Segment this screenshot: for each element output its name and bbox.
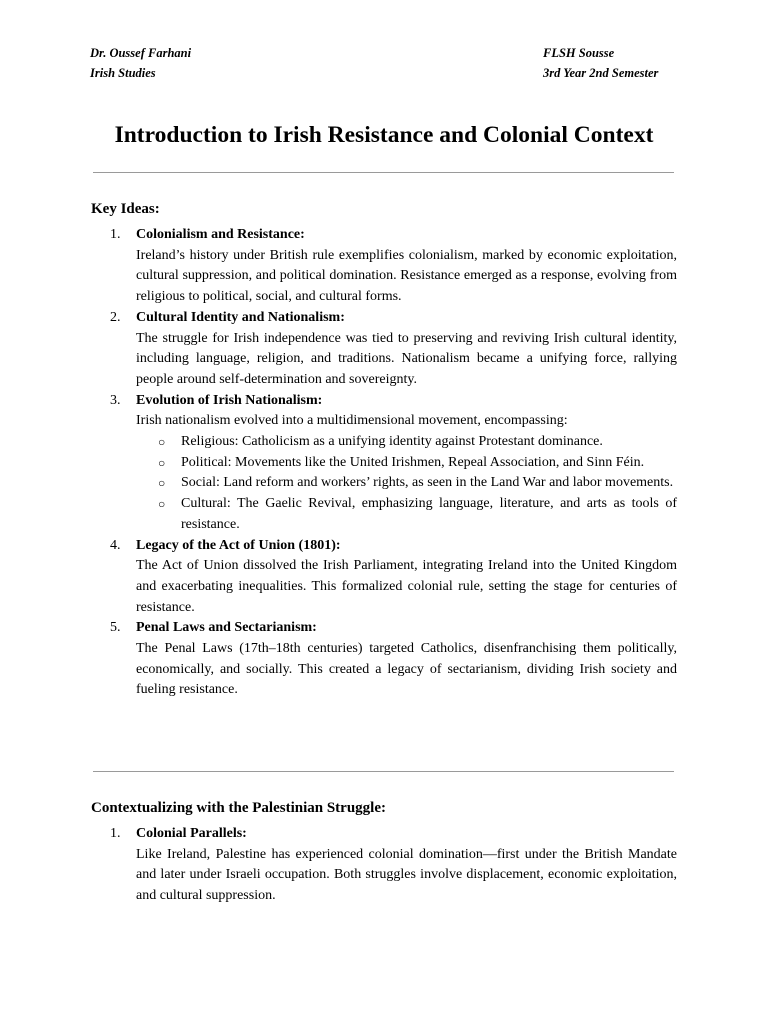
item-title: Colonial Parallels: [136,826,247,841]
list-item [0,391,677,536]
section-heading-palestinian-struggle: Contextualizing with the Palestinian Struggle: [91,800,386,816]
item-number: 2. [110,309,121,325]
item-number: 4. [110,537,121,553]
circle-bullet-icon: ○ [158,476,166,491]
item-body: The struggle for Irish independence was tied to preserving and reviving Irish cultural identity, including language, religion, and traditions. Nationalism became a unifying force, rallying people around self-determination and sovereignty. [136,330,677,387]
divider [93,771,674,772]
course-name: Irish Studies [90,66,156,80]
circle-bullet-icon: ○ [158,455,166,470]
list-item [0,824,677,907]
list-item [0,536,677,619]
semester-label: 3rd Year 2nd Semester [543,66,659,80]
sub-item-text: Cultural: The Gaelic Revival, emphasizing language, literature, and arts as tools of resistance. [181,496,677,532]
institution-name: FLSH Sousse [543,46,615,60]
item-body: Irish nationalism evolved into a multidimensional movement, encompassing: [136,413,568,429]
circle-bullet-icon: ○ [158,435,166,450]
page-title: Introduction to Irish Resistance and Colonial Context [114,122,654,148]
sub-list [136,432,677,536]
item-number: 1. [110,227,121,242]
item-body: Ireland’s history under British rule exemplifies colonialism, marked by economic exploitation, cultural suppression, and political domination. Resistance emerged as a response, evolving from religious to political, social, and cultural forms. [136,247,677,305]
item-number: 1. [110,826,121,841]
item-title: Legacy of the Act of Union (1801): [136,537,341,553]
key-ideas-list [0,225,768,701]
circle-bullet-icon: ○ [158,497,166,512]
item-number: 3. [110,392,121,408]
sub-item-text: Social: Land reform and workers’ rights, as seen in the Land War and labor movements. [181,475,674,491]
author-name: Dr. Oussef Farhani [90,46,192,60]
section-heading-key-ideas: Key Ideas: [91,201,160,217]
item-body: The Penal Laws (17th–18th centuries) targeted Catholics, disenfranchising them politically, economically, and socially. This created a legacy of sectarianism, dividing Irish society and fueling resistance. [136,641,677,698]
header-left [90,43,191,83]
sub-list-item [136,453,677,474]
item-title: Cultural Identity and Nationalism: [136,309,345,325]
sub-list-item [136,473,677,494]
item-title: Evolution of Irish Nationalism: [136,392,323,408]
item-number: 5. [110,620,121,636]
item-title: Colonialism and Resistance: [136,227,305,242]
item-body: The Act of Union dissolved the Irish Parliament, integrating Ireland into the United Kingdom and exacerbating inequalities. This formalized colonial rule, setting the stage for centuries of resistance. [136,558,677,615]
list-item [0,225,677,308]
divider [93,172,674,173]
item-title: Penal Laws and Sectarianism: [136,620,317,636]
palestinian-struggle-list [0,824,768,907]
list-item [0,308,677,391]
sub-list-item [136,432,677,453]
list-item [0,618,677,701]
sub-item-text: Religious: Catholicism as a unifying identity against Protestant dominance. [181,434,603,450]
sub-list-item [136,494,677,535]
header-right [543,43,658,83]
sub-item-text: Political: Movements like the United Irishmen, Repeal Association, and Sinn Féin. [181,454,645,470]
item-body: Like Ireland, Palestine has experienced colonial domination—first under the British Mandate and later under Israeli occupation. Both struggles involve displacement, economic exploitation, and cultural suppression. [136,846,677,904]
